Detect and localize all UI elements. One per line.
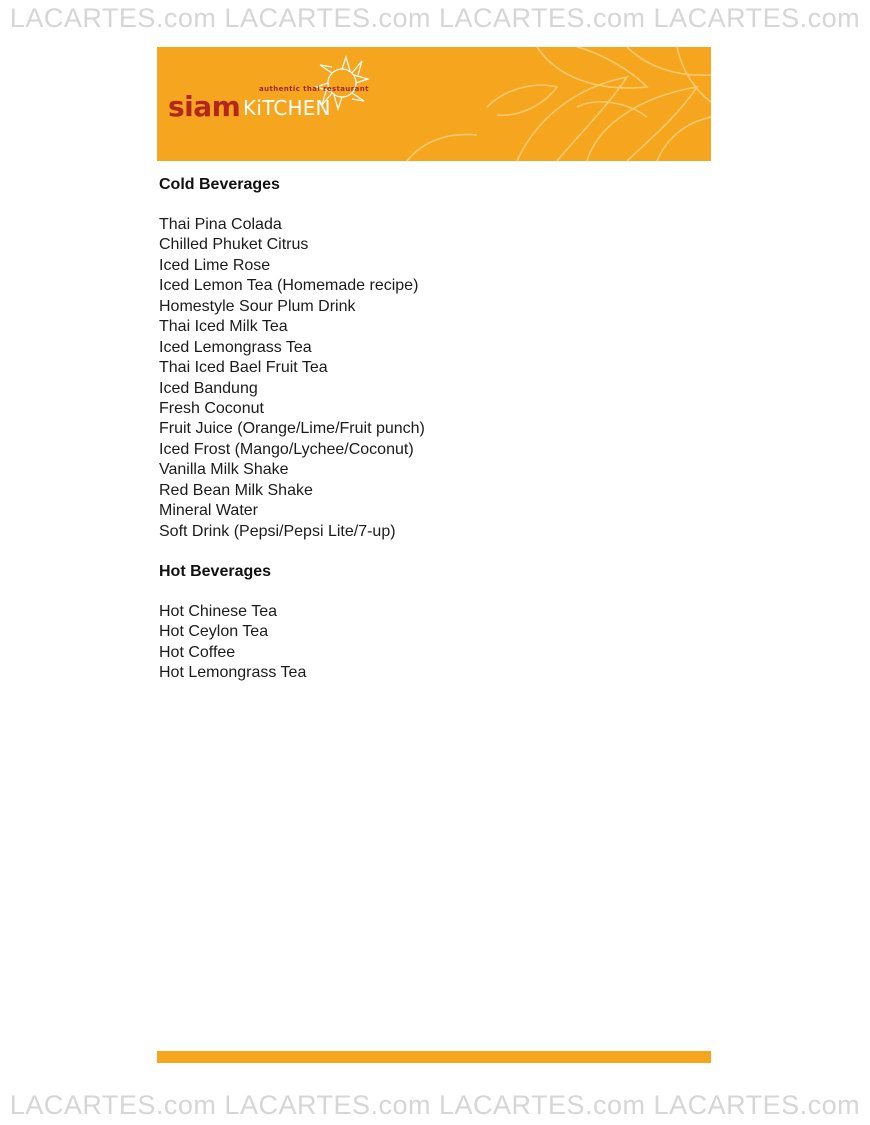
- menu-item: Mineral Water: [159, 502, 258, 520]
- watermark-top: LACARTES.com LACARTES.com LACARTES.com LACARTES.com: [9, 3, 861, 33]
- menu-item: Fresh Coconut: [159, 399, 264, 417]
- watermark-bottom: LACARTES.com LACARTES.com LACARTES.com LACARTES.com: [9, 1090, 861, 1120]
- menu-item: Iced Frost (Mango/Lychee/Coconut): [159, 440, 414, 458]
- menu-item: Iced Lemon Tea (Homemade recipe): [159, 277, 419, 295]
- menu-item: Thai Pina Colada: [159, 216, 282, 233]
- menu-item: Iced Bandung: [159, 379, 258, 397]
- footer-bar: [157, 1051, 711, 1063]
- menu-item: Hot Lemongrass Tea: [159, 664, 307, 682]
- menu-content: [159, 175, 719, 684]
- menu-item: Hot Coffee: [159, 643, 236, 661]
- hot-beverages-heading: Hot Beverages: [159, 563, 272, 580]
- menu-item: Thai Iced Bael Fruit Tea: [159, 359, 328, 377]
- menu-item: Iced Lime Rose: [159, 256, 271, 274]
- menu-item: Hot Chinese Tea: [159, 603, 277, 620]
- menu-item: Soft Drink (Pepsi/Pepsi Lite/7-up): [159, 522, 396, 540]
- logo-kitchen: KiTCHEN: [243, 96, 331, 120]
- menu-item: Hot Ceylon Tea: [159, 623, 269, 641]
- cold-beverages-heading: Cold Beverages: [159, 176, 280, 193]
- menu-item: Homestyle Sour Plum Drink: [159, 297, 356, 315]
- cold-beverages-list: [159, 215, 719, 542]
- menu-item: Red Bean Milk Shake: [159, 481, 313, 499]
- menu-item: Chilled Phuket Citrus: [159, 236, 309, 254]
- menu-item: Vanilla Milk Shake: [159, 461, 289, 479]
- hot-beverages-list: [159, 602, 719, 684]
- menu-item: Iced Lemongrass Tea: [159, 338, 312, 356]
- menu-item: Fruit Juice (Orange/Lime/Fruit punch): [159, 420, 425, 438]
- logo-tagline: authentic thai restaurant: [259, 85, 369, 93]
- menu-item: Thai Iced Milk Tea: [159, 318, 288, 336]
- logo-siam: siam: [168, 90, 241, 123]
